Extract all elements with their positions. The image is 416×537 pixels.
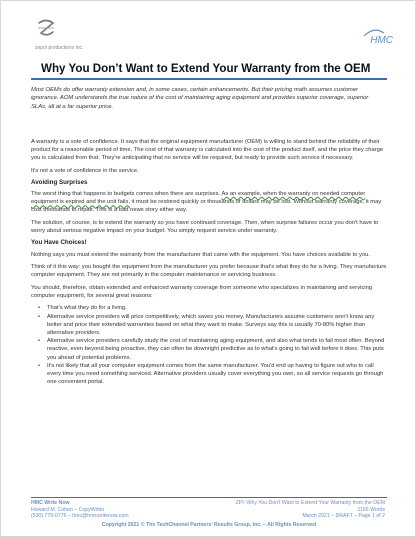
- footer-doc-info: [165, 500, 385, 520]
- footer-doc-title: ZPI: Why You Don't Want to Extend Your Warranty from the OEM: [235, 500, 385, 506]
- grammar-flagged-text: As an example, when the warranty on needed computer equipment is expired and the unit fails,: [31, 191, 366, 206]
- zepol-logo-icon: [35, 17, 57, 39]
- footer-contact: (530) 779-0776 – hmc@hmcwritenow.com: [31, 513, 129, 520]
- paragraph: It's not a vote of confidence in the service.: [31, 167, 139, 174]
- footer-brand: HMC Write Now: [31, 500, 70, 506]
- footer-author-name: Howard M. Cohen – CopyWriter: [31, 506, 105, 513]
- paragraph: The solution, of course, is to extend the warranty so you have continued coverage. Then, when surprise failures occur you don't have to worry about serious negative impact on your budget. You simply request service under warranty.: [31, 219, 379, 234]
- company-name: zepol productions inc.: [35, 45, 84, 51]
- paragraph: Think of it this way: you bought the equipment from the manufacturer you prefer because that's what they do for a living. They manufacture computer equipment. They are not primarily in the computer maintenance or servicing business.: [31, 264, 387, 279]
- section-heading: Avoiding Surprises: [31, 179, 88, 187]
- paragraph: Nothing says you must extend the warranty from the manufacturer that came with the equipment. You have choices available to you.: [31, 251, 370, 258]
- list-item: • That's what they do for a living.: [31, 304, 387, 312]
- paragraph: You should, therefore, obtain extended and enhanced warranty coverage from someone who specializes in maintaining and servicing computer equipment, for several great reasons:: [31, 284, 373, 299]
- section-heading: You Have Choices!: [31, 239, 87, 247]
- copyright: Copyright 2021 © The TechChannel Partners' Results Group, Inc. – All Rights Reserved: [101, 522, 317, 528]
- abstract: Most OEMs do offer warranty extension and, in some cases, certain enhancements. But their pricing math assumes customer ignorance. AOM understands the true nature of the cost of maintaining aging equipment and provides superior coverage, superior SLAs, all at a far superior price.: [31, 87, 369, 110]
- company-logo: [35, 17, 95, 51]
- footer-page-info: March 2021 – DRAFT – Page 1 of 2: [302, 513, 385, 520]
- paragraph: A warranty is a vote of confidence. It says that the original equipment manufacturer (OEM) is willing to stand behind the reliability of their product for a reasonable period of time. The cost of that warranty is calculated into the cost of the product itself, and the price they charge you is calculated from that. They're anticipating that no service will be required, but ready to provide such service if necessary.: [31, 139, 384, 162]
- reasons-list: [31, 304, 387, 386]
- text-run: it must be restored quickly or thousands of dollars may be lost. Without warranty coverage, it may cost thousands to repair. This is a bad news story either way.: [31, 199, 382, 214]
- hmc-logo: HMC: [370, 35, 393, 46]
- list-item: • It's not likely that all your computer equipment comes from the same manufacturer. You'd end up having to figure out who to call every time you need something serviced. Alternative providers usually cover everything you own, so all service requests go through one convenient portal.: [31, 362, 387, 386]
- footer-word-count: 1166 Words: [357, 506, 385, 513]
- list-item: • Alternative service providers carefully study the cost of maintaining aging equipment, and also what tends to fail most often. Beyond reactive, even beyond being proactive, they can often be downright predictive as to what's going to fail well before it does. This puts you ahead of potential problems.: [31, 337, 387, 361]
- title-divider: [31, 78, 387, 80]
- list-item: • Alternative service providers will price competitively, which saves you money. Manufacturers assume customers won't know any better and price their extended warranties based on what they want to make. Surveys say this is usually 70-80% higher than alternative providers.: [31, 313, 387, 337]
- footer-author: [31, 500, 181, 520]
- footer-divider: [31, 497, 387, 498]
- page-title: Why You Don’t Want to Extend Your Warranty from the OEM: [41, 62, 371, 75]
- paragraph: [31, 190, 387, 214]
- text-run: The worst thing that happens to budgets comes when there are surprises.: [31, 191, 222, 198]
- article-body: [31, 138, 387, 387]
